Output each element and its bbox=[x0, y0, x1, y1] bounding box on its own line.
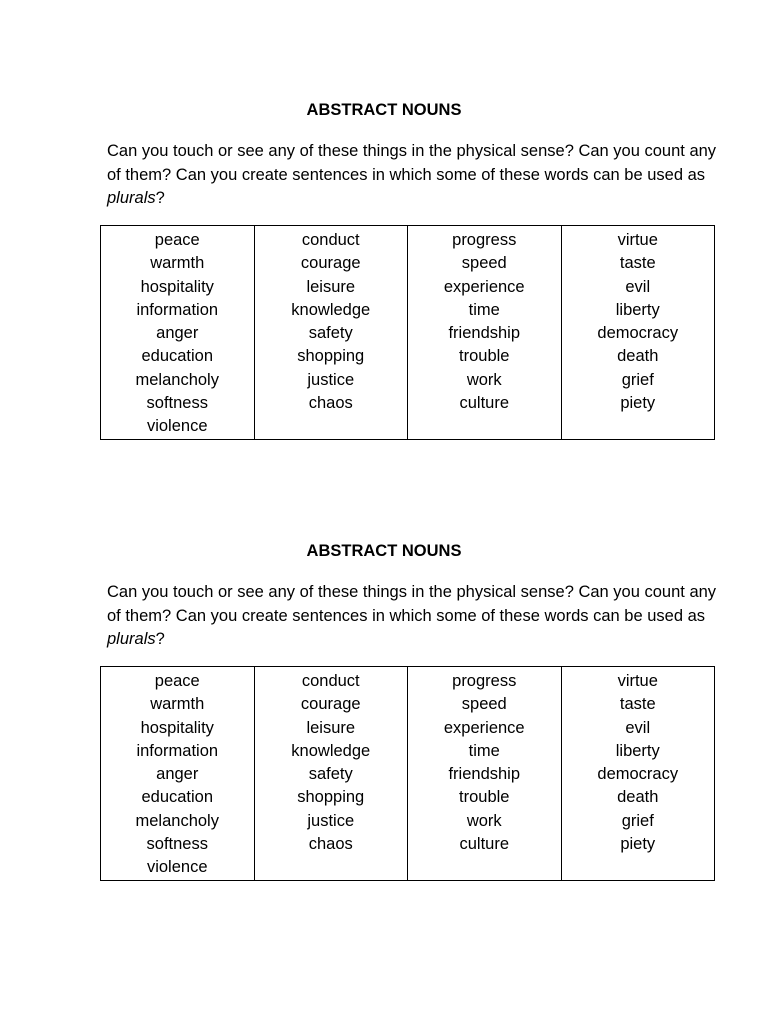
noun-column-4 bbox=[561, 226, 715, 440]
noun-word: trouble bbox=[459, 347, 510, 366]
noun-word: information bbox=[136, 300, 219, 319]
noun-word: time bbox=[468, 300, 500, 319]
noun-word: work bbox=[466, 370, 502, 389]
noun-word: violence bbox=[146, 417, 208, 436]
instructions-emphasis: plurals bbox=[107, 189, 156, 207]
noun-word: knowledge bbox=[291, 741, 371, 760]
noun-word: knowledge bbox=[291, 300, 371, 319]
noun-word: piety bbox=[620, 835, 656, 854]
section-title: ABSTRACT NOUNS bbox=[306, 101, 462, 119]
noun-word: softness bbox=[146, 394, 208, 413]
noun-word: liberty bbox=[615, 741, 660, 760]
noun-table bbox=[100, 225, 715, 440]
noun-word: taste bbox=[619, 695, 656, 714]
section-title: ABSTRACT NOUNS bbox=[306, 542, 462, 560]
noun-column-4 bbox=[561, 667, 715, 881]
noun-word: death bbox=[617, 347, 659, 366]
noun-column-3 bbox=[408, 667, 562, 881]
noun-word: progress bbox=[452, 672, 517, 690]
instructions-end: ? bbox=[155, 630, 165, 648]
noun-word: death bbox=[617, 788, 659, 807]
noun-word: culture bbox=[459, 835, 510, 854]
noun-word: evil bbox=[625, 277, 651, 296]
noun-column-1 bbox=[101, 226, 255, 440]
noun-word: shopping bbox=[297, 788, 365, 807]
noun-word: peace bbox=[154, 672, 200, 690]
noun-word: softness bbox=[146, 835, 208, 854]
noun-word: conduct bbox=[301, 672, 360, 690]
noun-word: speed bbox=[461, 695, 507, 714]
noun-word: justice bbox=[307, 370, 355, 389]
noun-word: time bbox=[468, 741, 500, 760]
noun-word: grief bbox=[621, 370, 654, 389]
noun-word: trouble bbox=[459, 788, 510, 807]
instructions-paragraph bbox=[107, 140, 719, 211]
noun-word: safety bbox=[308, 324, 353, 343]
noun-word: anger bbox=[156, 324, 199, 343]
noun-word: experience bbox=[443, 718, 525, 737]
noun-word: melancholy bbox=[135, 370, 219, 389]
instructions-emphasis: plurals bbox=[107, 630, 156, 648]
instructions-text: Can you touch or see any of these things in the physical sense? Can you count any of them? Can you create sentences in which some of these words can be used as bbox=[107, 142, 717, 184]
noun-word: courage bbox=[300, 695, 361, 714]
noun-word: grief bbox=[621, 811, 654, 830]
noun-column-2 bbox=[254, 226, 408, 440]
noun-word: friendship bbox=[448, 765, 521, 784]
noun-word: work bbox=[466, 811, 502, 830]
noun-word: culture bbox=[459, 394, 510, 413]
noun-word: chaos bbox=[308, 835, 353, 854]
noun-word: safety bbox=[308, 765, 353, 784]
noun-word: piety bbox=[620, 394, 656, 413]
noun-word: liberty bbox=[615, 300, 660, 319]
noun-column-1 bbox=[101, 667, 255, 881]
noun-word: speed bbox=[461, 254, 507, 273]
noun-word: friendship bbox=[448, 324, 521, 343]
instructions-paragraph bbox=[107, 581, 719, 652]
instructions-text: Can you touch or see any of these things in the physical sense? Can you count any of them? Can you create sentences in which some of these words can be used as bbox=[107, 583, 717, 625]
noun-column-3 bbox=[408, 226, 562, 440]
noun-word: information bbox=[136, 741, 219, 760]
noun-table bbox=[100, 666, 715, 881]
noun-word: shopping bbox=[297, 347, 365, 366]
noun-word: leisure bbox=[306, 718, 356, 737]
noun-word: virtue bbox=[617, 672, 658, 690]
noun-word: courage bbox=[300, 254, 361, 273]
noun-word: education bbox=[141, 347, 214, 366]
noun-word: experience bbox=[443, 277, 525, 296]
noun-column-2 bbox=[254, 667, 408, 881]
noun-word: warmth bbox=[150, 695, 205, 714]
noun-word: education bbox=[141, 788, 214, 807]
noun-word: democracy bbox=[597, 765, 679, 784]
noun-word: hospitality bbox=[140, 277, 214, 296]
noun-word: leisure bbox=[306, 277, 356, 296]
table-row bbox=[101, 667, 715, 881]
noun-word: justice bbox=[307, 811, 355, 830]
noun-word: violence bbox=[146, 858, 208, 877]
noun-word: conduct bbox=[301, 231, 360, 249]
noun-word: hospitality bbox=[140, 718, 214, 737]
noun-word: peace bbox=[154, 231, 200, 249]
noun-word: virtue bbox=[617, 231, 658, 249]
noun-word: chaos bbox=[308, 394, 353, 413]
noun-word: progress bbox=[452, 231, 517, 249]
instructions-end: ? bbox=[155, 189, 165, 207]
noun-word: melancholy bbox=[135, 811, 219, 830]
noun-word: warmth bbox=[150, 254, 205, 273]
noun-word: anger bbox=[156, 765, 199, 784]
noun-word: evil bbox=[625, 718, 651, 737]
table-row bbox=[101, 226, 715, 440]
noun-word: democracy bbox=[597, 324, 679, 343]
noun-word: taste bbox=[619, 254, 656, 273]
